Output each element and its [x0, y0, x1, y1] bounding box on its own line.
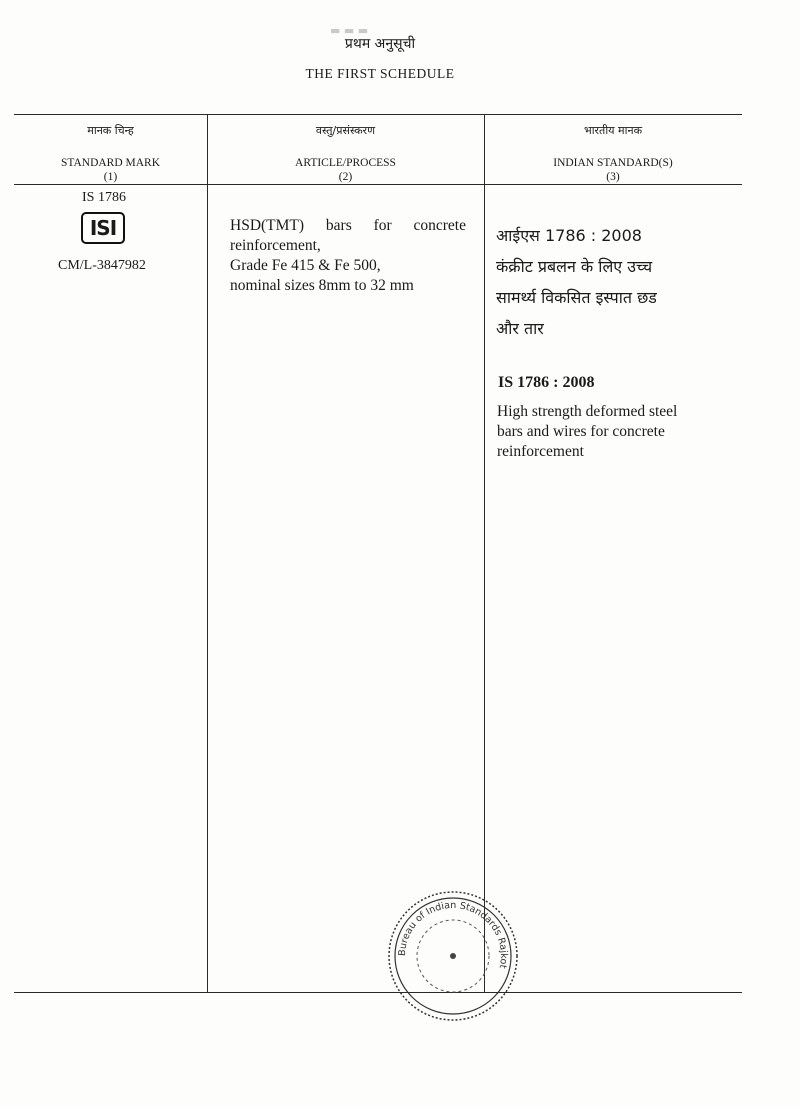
- article-line: nominal sizes 8mm to 32 mm: [230, 277, 414, 294]
- article-line: reinforcement,: [230, 237, 321, 254]
- standard-hindi-line: सामर्थ्य विकसित इस्पात छड: [496, 288, 657, 307]
- standard-english-description: [497, 402, 737, 462]
- column-header-standard-mark: [14, 124, 207, 184]
- header-label-hindi: वस्तु/प्रसंस्करण: [315, 124, 376, 137]
- article-description: [230, 216, 466, 296]
- column-header-article: [207, 124, 484, 184]
- standard-hindi-line: आईएस 1786 : 2008: [496, 226, 642, 245]
- header-label: INDIAN STANDARD(S): [553, 157, 673, 169]
- header-label-hindi: भारतीय मानक: [583, 124, 643, 137]
- standard-line: reinforcement: [497, 443, 584, 460]
- article-line: Grade Fe 415 & Fe 500,: [230, 257, 381, 274]
- table-top-rule: [14, 114, 742, 115]
- header-label-hindi: मानक चिन्ह: [87, 124, 134, 137]
- article-line: HSD(TMT) bars for concrete: [230, 217, 466, 234]
- table-bottom-rule: [14, 992, 742, 993]
- standard-line: bars and wires for concrete: [497, 423, 665, 440]
- bleed-through-mark: ▬ ▬ ▬: [330, 24, 369, 37]
- seal-text-path: Bureau of Indian Standards Rajkot: [396, 899, 510, 970]
- column-divider: [207, 114, 208, 992]
- page-title-hindi: प्रथम अनुसूची: [344, 36, 416, 52]
- header-label: STANDARD MARK: [60, 157, 161, 169]
- isi-logo-text: ISI: [89, 216, 117, 240]
- column-header-indian-standard: [484, 124, 742, 184]
- standard-hindi-line: और तार: [496, 319, 544, 338]
- header-number: (2): [338, 171, 353, 183]
- isi-mark-logo: [81, 212, 125, 244]
- table-header-rule: [14, 184, 742, 185]
- standard-hindi-line: कंक्रीट प्रबलन के लिए उच्च: [496, 257, 653, 276]
- header-number: (1): [103, 171, 118, 183]
- seal-text: [397, 900, 509, 970]
- column-divider: [484, 114, 485, 992]
- header-label: ARTICLE/PROCESS: [295, 157, 396, 169]
- page-title: THE FIRST SCHEDULE: [305, 66, 455, 81]
- standard-line: High strength deformed steel: [497, 403, 678, 420]
- official-seal-stamp: [385, 888, 521, 1024]
- cm-licence-number: CM/L-3847982: [58, 258, 146, 273]
- standard-hindi: [496, 220, 657, 344]
- header-number: (3): [606, 171, 620, 183]
- is-number: IS 1786: [82, 190, 126, 205]
- standard-english-title: IS 1786 : 2008: [498, 374, 595, 391]
